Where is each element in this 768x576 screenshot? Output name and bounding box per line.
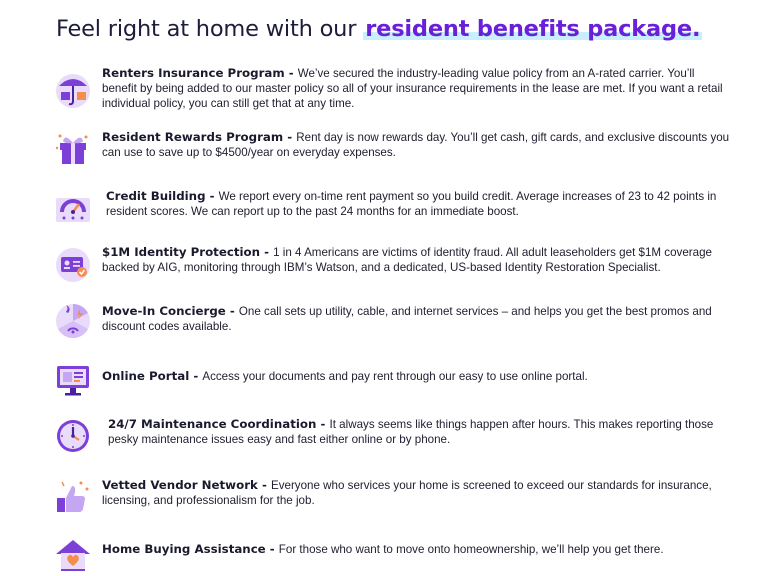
benefit-title: Renters Insurance Program - [102, 66, 298, 80]
benefit-description: For those who want to move onto homeownership, we’ll help you get there. [278, 543, 664, 556]
benefit-title: 24/7 Maintenance Coordination - [108, 417, 330, 431]
home-heart-icon [52, 534, 94, 574]
benefit-title: Vetted Vendor Network - [102, 478, 271, 492]
title-prefix: Feel right at home with our [56, 16, 364, 42]
benefit-description: One call sets up utility, cable, and internet services – and helps you get the best promos and discount codes available. [102, 305, 712, 333]
benefit-description: Access your documents and pay rent through our easy to use online portal. [202, 370, 588, 383]
benefit-text [102, 304, 732, 334]
benefit-text [102, 245, 732, 275]
benefit-text [102, 478, 732, 508]
benefit-text [106, 189, 732, 219]
benefit-text [102, 542, 732, 557]
benefit-text [108, 417, 732, 447]
benefit-description: We report every on-time rent payment so you build credit. Average increases of 23 to 42 points in resident scores. We can report up to the past 24 months for an immediate boost. [106, 190, 717, 218]
benefit-description: Rent day is now rewards day. You’ll get cash, gift cards, and exclusive discounts you can use to save up to $4500/year on everyday expenses. [102, 131, 730, 159]
credit-gauge-icon [52, 188, 94, 228]
benefit-title: Resident Rewards Program - [102, 130, 297, 144]
benefit-text [102, 369, 732, 384]
benefit-title: Home Buying Assistance - [102, 542, 279, 556]
utilities-icon [52, 301, 94, 341]
umbrella-house-icon [52, 70, 94, 110]
page-title [56, 16, 702, 42]
thumbs-up-icon [52, 476, 94, 516]
title-highlight: resident benefits package. [365, 16, 701, 42]
monitor-icon [52, 360, 94, 400]
identity-card-icon [52, 244, 94, 284]
benefit-description: Everyone who services your home is screened to exceed our standards for insurance, licensing, and professionalism for the job. [102, 479, 712, 507]
benefit-title: Online Portal - [102, 369, 203, 383]
benefit-description: It always seems like things happen after hours. This makes reporting those pesky maintenance issues easy and fast either online or by phone. [108, 418, 714, 446]
benefit-text [102, 66, 732, 111]
benefit-description: We’ve secured the industry-leading value policy from an A-rated carrier. You’ll benefit by being added to our master policy so all of your insurance requirements in the lease are met. If you want a retail individual policy, you can still get that at any time. [102, 67, 723, 110]
benefit-text [102, 130, 732, 160]
benefit-title: Credit Building - [106, 189, 219, 203]
benefit-title: Move-In Concierge - [102, 304, 239, 318]
clock-icon [52, 416, 94, 456]
gift-icon [52, 128, 94, 168]
benefit-description: 1 in 4 Americans are victims of identity fraud. All adult leaseholders get $1M coverage backed by AIG, monitoring through IBM’s Watson, and a dedicated, US-based Identity Restoration Specialist. [102, 246, 712, 274]
benefit-title: $1M Identity Protection - [102, 245, 274, 259]
